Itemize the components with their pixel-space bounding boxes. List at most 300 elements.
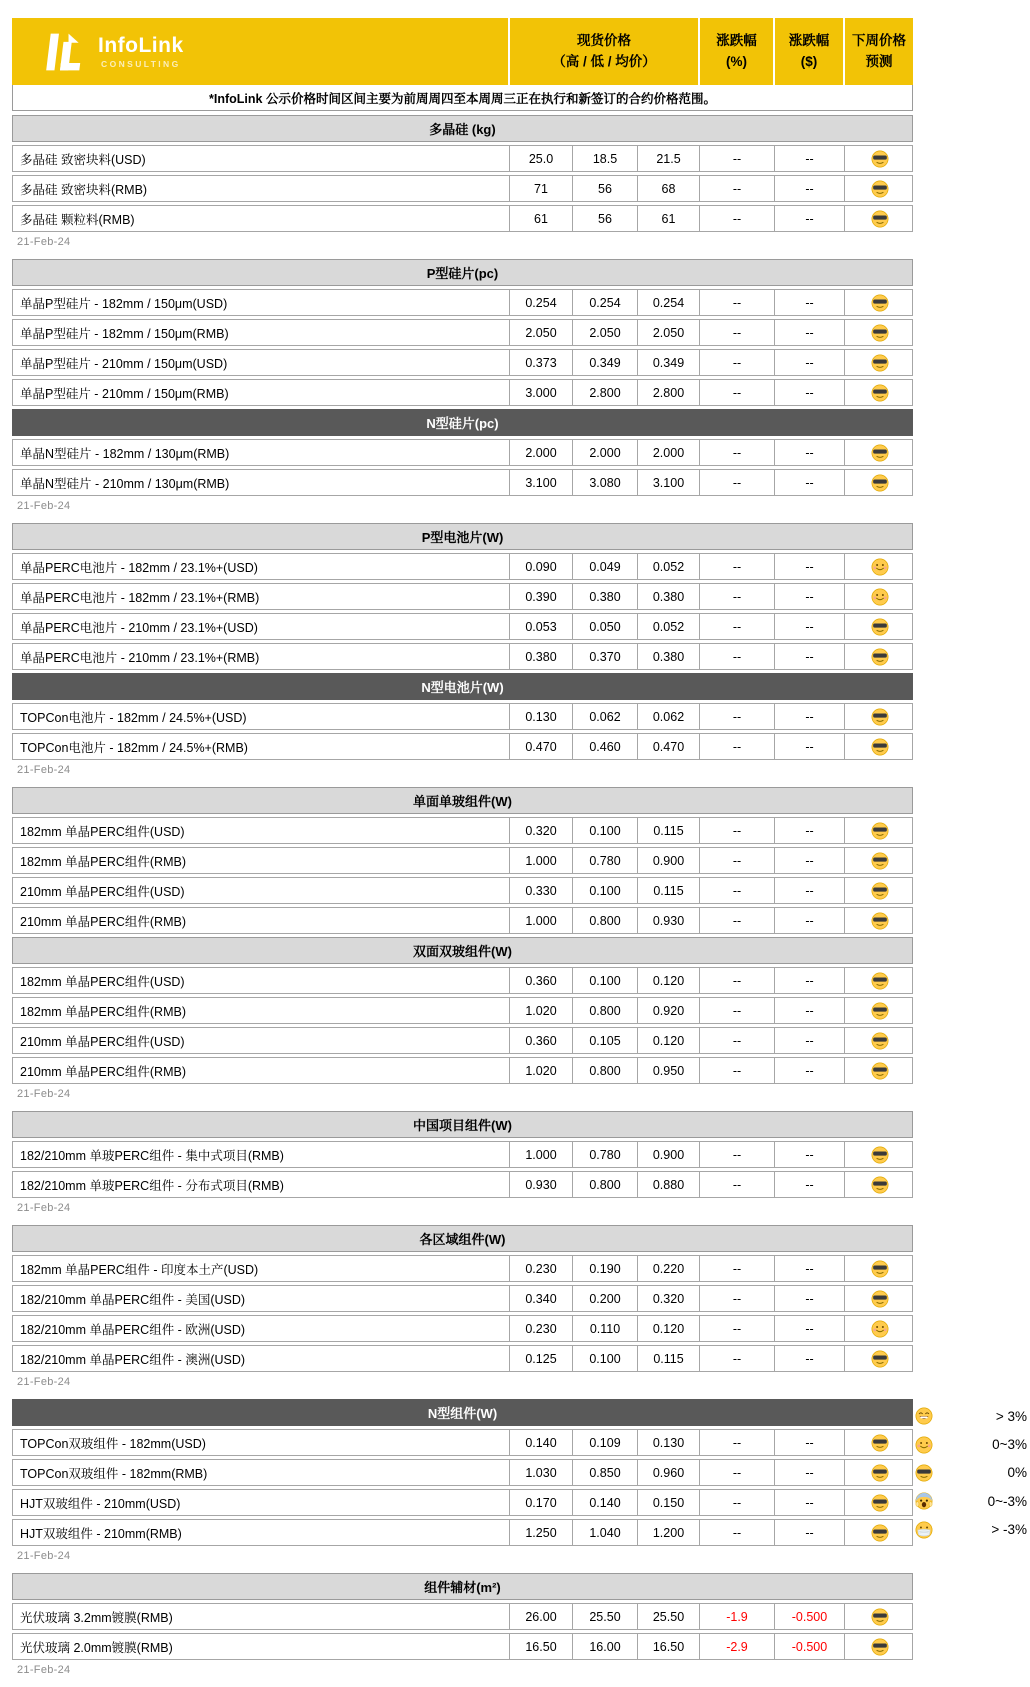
forecast-cell: [844, 584, 914, 609]
price-low: 0.109: [572, 1430, 637, 1455]
forecast-sunglasses-emoji-icon: [871, 1638, 889, 1656]
section-header: P型电池片(W): [12, 523, 913, 550]
price-avg: 0.115: [637, 878, 699, 903]
section-header: 组件辅材(m²): [12, 1573, 913, 1600]
row-label: 210mm 单晶PERC组件(USD): [20, 1034, 185, 1049]
price-avg: 0.900: [637, 848, 699, 873]
forecast-cell: [844, 1490, 914, 1515]
row-label: 182mm 单晶PERC组件 - 印度本土产(USD): [20, 1262, 259, 1277]
price-high: 0.230: [509, 1256, 572, 1281]
table-row: [12, 1519, 913, 1546]
table-row: [12, 205, 913, 232]
table-row: [12, 469, 913, 496]
table-body: [12, 115, 913, 1677]
forecast-cell: [844, 440, 914, 465]
row-label: 光伏玻璃 2.0mm镀膜(RMB): [20, 1640, 173, 1655]
forecast-cell: [844, 1028, 914, 1053]
pct-change: -2.9: [699, 1634, 774, 1659]
section-header: N型电池片(W): [12, 673, 913, 700]
price-avg: 2.000: [637, 440, 699, 465]
usd-change: --: [774, 1520, 844, 1545]
legend-mask-emoji-icon: [915, 1521, 933, 1539]
price-avg: 61: [637, 206, 699, 231]
table-row: [12, 583, 913, 610]
forecast-sunglasses-emoji-icon: [871, 150, 889, 168]
price-high: 1.000: [509, 1142, 572, 1167]
group-date: 21-Feb-24: [17, 236, 71, 248]
row-label: 多晶硅 致密块料(USD): [20, 152, 146, 167]
usd-change: --: [774, 290, 844, 315]
forecast-sunglasses-emoji-icon: [871, 474, 889, 492]
price-avg: 16.50: [637, 1634, 699, 1659]
table-row: [12, 1027, 913, 1054]
table-row: [12, 145, 913, 172]
price-high: 1.020: [509, 998, 572, 1023]
row-label: 多晶硅 致密块料(RMB): [20, 182, 148, 197]
forecast-sunglasses-emoji-icon: [871, 384, 889, 402]
pct-change: --: [699, 878, 774, 903]
price-low: 0.049: [572, 554, 637, 579]
table-row: [12, 1345, 913, 1372]
forecast-cell: [844, 1058, 914, 1083]
price-note: *InfoLink 公示价格时间区间主要为前周周四至本周周三正在执行和新签订的合约价格范围。: [12, 85, 913, 111]
forecast-sunglasses-emoji-icon: [871, 1464, 889, 1482]
forecast-sunglasses-emoji-icon: [871, 912, 889, 930]
section-header: N型硅片(pc): [12, 409, 913, 436]
price-avg: 0.349: [637, 350, 699, 375]
pct-change: --: [699, 1028, 774, 1053]
row-label: 210mm 单晶PERC组件(USD): [20, 884, 185, 899]
table-row: [12, 817, 913, 844]
price-high: 0.090: [509, 554, 572, 579]
forecast-sunglasses-emoji-icon: [871, 1002, 889, 1020]
table-row: [12, 1429, 913, 1456]
price-avg: 1.200: [637, 1520, 699, 1545]
legend-label: 0~3%: [992, 1437, 1027, 1453]
change-usd-title: 涨跌幅: [788, 32, 830, 48]
price-low: 0.050: [572, 614, 637, 639]
row-label: TOPCon电池片 - 182mm / 24.5%+(RMB): [20, 740, 248, 755]
price-high: 71: [509, 176, 572, 201]
table-row: [12, 175, 913, 202]
price-high: 1.000: [509, 908, 572, 933]
forecast-smile-emoji-icon: [871, 558, 889, 576]
price-low: 0.200: [572, 1286, 637, 1311]
usd-change: --: [774, 1286, 844, 1311]
row-label: 单晶PERC电池片 - 210mm / 23.1%+(USD): [20, 620, 258, 635]
change-usd-unit: ($): [800, 53, 818, 69]
price-low: 0.110: [572, 1316, 637, 1341]
infolink-logo: [12, 18, 508, 85]
pct-change: -1.9: [699, 1604, 774, 1629]
pct-change: --: [699, 968, 774, 993]
table-row: [12, 1459, 913, 1486]
forecast-sunglasses-emoji-icon: [871, 1608, 889, 1626]
forecast-sunglasses-emoji-icon: [871, 1290, 889, 1308]
price-high: 0.360: [509, 968, 572, 993]
table-row: [12, 1489, 913, 1516]
price-table: [12, 18, 913, 1687]
forecast-cell: [844, 1460, 914, 1485]
price-low: 0.100: [572, 1346, 637, 1371]
price-low: 0.800: [572, 998, 637, 1023]
row-label: 182mm 单晶PERC组件(USD): [20, 824, 185, 839]
table-header-banner: [12, 18, 913, 85]
legend-scream-emoji-icon: [915, 1492, 933, 1510]
forecast-sunglasses-emoji-icon: [871, 1032, 889, 1050]
pct-change: --: [699, 848, 774, 873]
table-row: [12, 1315, 913, 1342]
price-low: 0.100: [572, 818, 637, 843]
forecast-cell: [844, 734, 914, 759]
pct-change: --: [699, 1286, 774, 1311]
price-avg: 2.800: [637, 380, 699, 405]
column-header-forecast: [843, 18, 913, 85]
legend-smile-emoji-icon: [915, 1436, 933, 1454]
forecast-cell: [844, 380, 914, 405]
price-avg: 0.930: [637, 908, 699, 933]
pct-change: --: [699, 206, 774, 231]
row-label: 210mm 单晶PERC组件(RMB): [20, 1064, 186, 1079]
price-high: 0.360: [509, 1028, 572, 1053]
price-high: 0.254: [509, 290, 572, 315]
legend-item: [915, 1459, 1027, 1487]
forecast-sunglasses-emoji-icon: [871, 294, 889, 312]
legend-label: > -3%: [991, 1522, 1027, 1538]
price-avg: 0.920: [637, 998, 699, 1023]
table-row: [12, 1255, 913, 1282]
usd-change: --: [774, 206, 844, 231]
table-row: [12, 553, 913, 580]
forecast-cell: [844, 470, 914, 495]
price-high: 0.130: [509, 704, 572, 729]
pct-change: --: [699, 1142, 774, 1167]
price-avg: 0.900: [637, 1142, 699, 1167]
usd-change: --: [774, 146, 844, 171]
table-row: [12, 643, 913, 670]
usd-change: --: [774, 734, 844, 759]
forecast-cell: [844, 146, 914, 171]
usd-change: --: [774, 584, 844, 609]
legend-label: 0~-3%: [987, 1493, 1027, 1509]
row-label: 182/210mm 单玻PERC组件 - 分布式项目(RMB): [20, 1178, 284, 1193]
forecast-sunglasses-emoji-icon: [871, 708, 889, 726]
price-low: 0.800: [572, 908, 637, 933]
column-header-change-usd: [773, 18, 843, 85]
row-label: 多晶硅 颗粒料(RMB): [20, 212, 135, 227]
pct-change: --: [699, 290, 774, 315]
pct-change: --: [699, 1256, 774, 1281]
forecast-sunglasses-emoji-icon: [871, 1260, 889, 1278]
row-label: HJT双玻组件 - 210mm(RMB): [20, 1526, 182, 1541]
usd-change: --: [774, 968, 844, 993]
forecast-cell: [844, 848, 914, 873]
section-header: 多晶硅 (kg): [12, 115, 913, 142]
row-label: 单晶P型硅片 - 182mm / 150μm(RMB): [20, 326, 229, 341]
forecast-smile-emoji-icon: [871, 588, 889, 606]
change-pct-unit: (%): [726, 53, 747, 69]
price-low: 0.460: [572, 734, 637, 759]
price-high: 0.373: [509, 350, 572, 375]
price-low: 2.800: [572, 380, 637, 405]
forecast-legend: [915, 1402, 1027, 1544]
price-low: 25.50: [572, 1604, 637, 1629]
usd-change: --: [774, 818, 844, 843]
price-low: 2.050: [572, 320, 637, 345]
price-avg: 0.120: [637, 968, 699, 993]
row-label: 182mm 单晶PERC组件(RMB): [20, 854, 186, 869]
forecast-cell: [844, 968, 914, 993]
price-avg: 0.380: [637, 644, 699, 669]
price-high: 0.380: [509, 644, 572, 669]
usd-change: --: [774, 554, 844, 579]
price-avg: 0.220: [637, 1256, 699, 1281]
usd-change: --: [774, 1028, 844, 1053]
forecast-cell: [844, 614, 914, 639]
forecast-cell: [844, 878, 914, 903]
group-date: 21-Feb-24: [17, 1202, 71, 1214]
section-header: 各区域组件(W): [12, 1225, 913, 1252]
usd-change: --: [774, 1058, 844, 1083]
group-date: 21-Feb-24: [17, 1664, 71, 1676]
row-label: 182/210mm 单晶PERC组件 - 美国(USD): [20, 1292, 246, 1307]
price-high: 2.000: [509, 440, 572, 465]
legend-item: [915, 1402, 1027, 1430]
pct-change: --: [699, 1520, 774, 1545]
pct-change: --: [699, 614, 774, 639]
table-row: [12, 1633, 913, 1660]
forecast-cell: [844, 704, 914, 729]
forecast-cell: [844, 908, 914, 933]
price-high: 0.230: [509, 1316, 572, 1341]
price-avg: 0.950: [637, 1058, 699, 1083]
usd-change: --: [774, 1490, 844, 1515]
price-avg: 0.062: [637, 704, 699, 729]
group-date: 21-Feb-24: [17, 1088, 71, 1100]
forecast-cell: [844, 1286, 914, 1311]
forecast-sunglasses-emoji-icon: [871, 444, 889, 462]
forecast-cell: [844, 998, 914, 1023]
forecast-cell: [844, 1256, 914, 1281]
price-low: 3.080: [572, 470, 637, 495]
pct-change: --: [699, 1430, 774, 1455]
price-low: 0.100: [572, 878, 637, 903]
row-label: 单晶N型硅片 - 210mm / 130μm(RMB): [20, 476, 230, 491]
table-row: [12, 1285, 913, 1312]
price-low: 0.380: [572, 584, 637, 609]
price-avg: 0.120: [637, 1028, 699, 1053]
usd-change: --: [774, 350, 844, 375]
forecast-sunglasses-emoji-icon: [871, 882, 889, 900]
price-avg: 25.50: [637, 1604, 699, 1629]
row-label: 210mm 单晶PERC组件(RMB): [20, 914, 186, 929]
price-low: 56: [572, 176, 637, 201]
price-low: 18.5: [572, 146, 637, 171]
price-low: 0.850: [572, 1460, 637, 1485]
pct-change: --: [699, 146, 774, 171]
table-row: [12, 1057, 913, 1084]
price-high: 0.125: [509, 1346, 572, 1371]
forecast-cell: [844, 1520, 914, 1545]
usd-change: -0.500: [774, 1604, 844, 1629]
table-row: [12, 907, 913, 934]
legend-item: [915, 1516, 1027, 1544]
price-high: 1.030: [509, 1460, 572, 1485]
forecast-cell: [844, 176, 914, 201]
group-date: 21-Feb-24: [17, 1376, 71, 1388]
usd-change: --: [774, 176, 844, 201]
usd-change: --: [774, 1460, 844, 1485]
price-high: 1.000: [509, 848, 572, 873]
legend-item: [915, 1487, 1027, 1515]
pct-change: --: [699, 584, 774, 609]
table-row: [12, 997, 913, 1024]
pct-change: --: [699, 470, 774, 495]
price-low: 0.140: [572, 1490, 637, 1515]
row-label: HJT双玻组件 - 210mm(USD): [20, 1496, 181, 1511]
price-high: 0.470: [509, 734, 572, 759]
price-high: 16.50: [509, 1634, 572, 1659]
price-high: 1.250: [509, 1520, 572, 1545]
forecast-sunglasses-emoji-icon: [871, 972, 889, 990]
price-high: 0.140: [509, 1430, 572, 1455]
row-label: TOPCon电池片 - 182mm / 24.5%+(USD): [20, 710, 247, 725]
price-low: 56: [572, 206, 637, 231]
pct-change: --: [699, 440, 774, 465]
row-label: 182/210mm 单晶PERC组件 - 欧洲(USD): [20, 1322, 246, 1337]
table-row: [12, 1141, 913, 1168]
forecast-sunglasses-emoji-icon: [871, 738, 889, 756]
usd-change: --: [774, 1256, 844, 1281]
forecast-cell: [844, 1142, 914, 1167]
price-low: 1.040: [572, 1520, 637, 1545]
price-low: 0.349: [572, 350, 637, 375]
spot-price-subtitle: （高 / 低 / 均价）: [552, 53, 656, 69]
logo-name: InfoLink: [98, 33, 184, 57]
price-avg: 0.115: [637, 818, 699, 843]
column-header-change-pct: [698, 18, 773, 85]
price-high: 2.050: [509, 320, 572, 345]
section-header: 单面单玻组件(W): [12, 787, 913, 814]
price-avg: 2.050: [637, 320, 699, 345]
forecast-sunglasses-emoji-icon: [871, 210, 889, 228]
forecast-cell: [844, 1172, 914, 1197]
price-low: 2.000: [572, 440, 637, 465]
pct-change: --: [699, 554, 774, 579]
forecast-cell: [844, 1346, 914, 1371]
forecast-sunglasses-emoji-icon: [871, 1434, 889, 1452]
price-low: 0.780: [572, 1142, 637, 1167]
price-avg: 0.120: [637, 1316, 699, 1341]
price-avg: 0.115: [637, 1346, 699, 1371]
row-label: 单晶P型硅片 - 210mm / 150μm(RMB): [20, 386, 229, 401]
pct-change: --: [699, 1316, 774, 1341]
price-low: 0.800: [572, 1058, 637, 1083]
forecast-cell: [844, 1604, 914, 1629]
table-row: [12, 847, 913, 874]
usd-change: --: [774, 1142, 844, 1167]
price-avg: 0.052: [637, 554, 699, 579]
spot-price-title: 现货价格: [577, 32, 631, 48]
infolink-logo-icon: [40, 29, 86, 75]
price-avg: 0.130: [637, 1430, 699, 1455]
usd-change: --: [774, 704, 844, 729]
pct-change: --: [699, 908, 774, 933]
section-header: 中国项目组件(W): [12, 1111, 913, 1138]
pct-change: --: [699, 1172, 774, 1197]
forecast-title-line2: 预测: [865, 53, 893, 69]
legend-label: > 3%: [995, 1408, 1027, 1424]
pct-change: --: [699, 1490, 774, 1515]
row-label: 单晶PERC电池片 - 182mm / 23.1%+(USD): [20, 560, 258, 575]
price-avg: 0.254: [637, 290, 699, 315]
price-high: 3.000: [509, 380, 572, 405]
forecast-cell: [844, 320, 914, 345]
pct-change: --: [699, 734, 774, 759]
table-row: [12, 1603, 913, 1630]
table-row: [12, 379, 913, 406]
row-label: 单晶PERC电池片 - 210mm / 23.1%+(RMB): [20, 650, 260, 665]
logo-subtitle: CONSULTING: [101, 58, 181, 69]
forecast-cell: [844, 206, 914, 231]
usd-change: --: [774, 320, 844, 345]
price-high: 0.053: [509, 614, 572, 639]
row-label: 单晶P型硅片 - 210mm / 150μm(USD): [20, 356, 228, 371]
pct-change: --: [699, 818, 774, 843]
price-avg: 0.380: [637, 584, 699, 609]
price-high: 3.100: [509, 470, 572, 495]
price-high: 1.020: [509, 1058, 572, 1083]
table-row: [12, 733, 913, 760]
table-row: [12, 877, 913, 904]
pct-change: --: [699, 1058, 774, 1083]
price-high: 0.170: [509, 1490, 572, 1515]
forecast-cell: [844, 1634, 914, 1659]
forecast-cell: [844, 1316, 914, 1341]
row-label: 单晶N型硅片 - 182mm / 130μm(RMB): [20, 446, 230, 461]
pct-change: --: [699, 998, 774, 1023]
pct-change: --: [699, 380, 774, 405]
pct-change: --: [699, 350, 774, 375]
legend-sunglasses-emoji-icon: [915, 1464, 933, 1482]
usd-change: --: [774, 440, 844, 465]
price-low: 0.254: [572, 290, 637, 315]
price-low: 16.00: [572, 1634, 637, 1659]
pct-change: --: [699, 1460, 774, 1485]
group-date: 21-Feb-24: [17, 500, 71, 512]
price-avg: 0.470: [637, 734, 699, 759]
price-low: 0.062: [572, 704, 637, 729]
usd-change: --: [774, 998, 844, 1023]
price-high: 25.0: [509, 146, 572, 171]
price-low: 0.190: [572, 1256, 637, 1281]
table-row: [12, 439, 913, 466]
legend-label: 0%: [1007, 1465, 1027, 1481]
usd-change: --: [774, 908, 844, 933]
usd-change: --: [774, 848, 844, 873]
price-avg: 68: [637, 176, 699, 201]
usd-change: --: [774, 1172, 844, 1197]
pct-change: --: [699, 320, 774, 345]
column-header-spot-price: [508, 18, 698, 85]
price-high: 0.320: [509, 818, 572, 843]
forecast-cell: [844, 290, 914, 315]
table-row: [12, 289, 913, 316]
usd-change: --: [774, 614, 844, 639]
pct-change: --: [699, 704, 774, 729]
price-avg: 0.052: [637, 614, 699, 639]
forecast-sunglasses-emoji-icon: [871, 1176, 889, 1194]
